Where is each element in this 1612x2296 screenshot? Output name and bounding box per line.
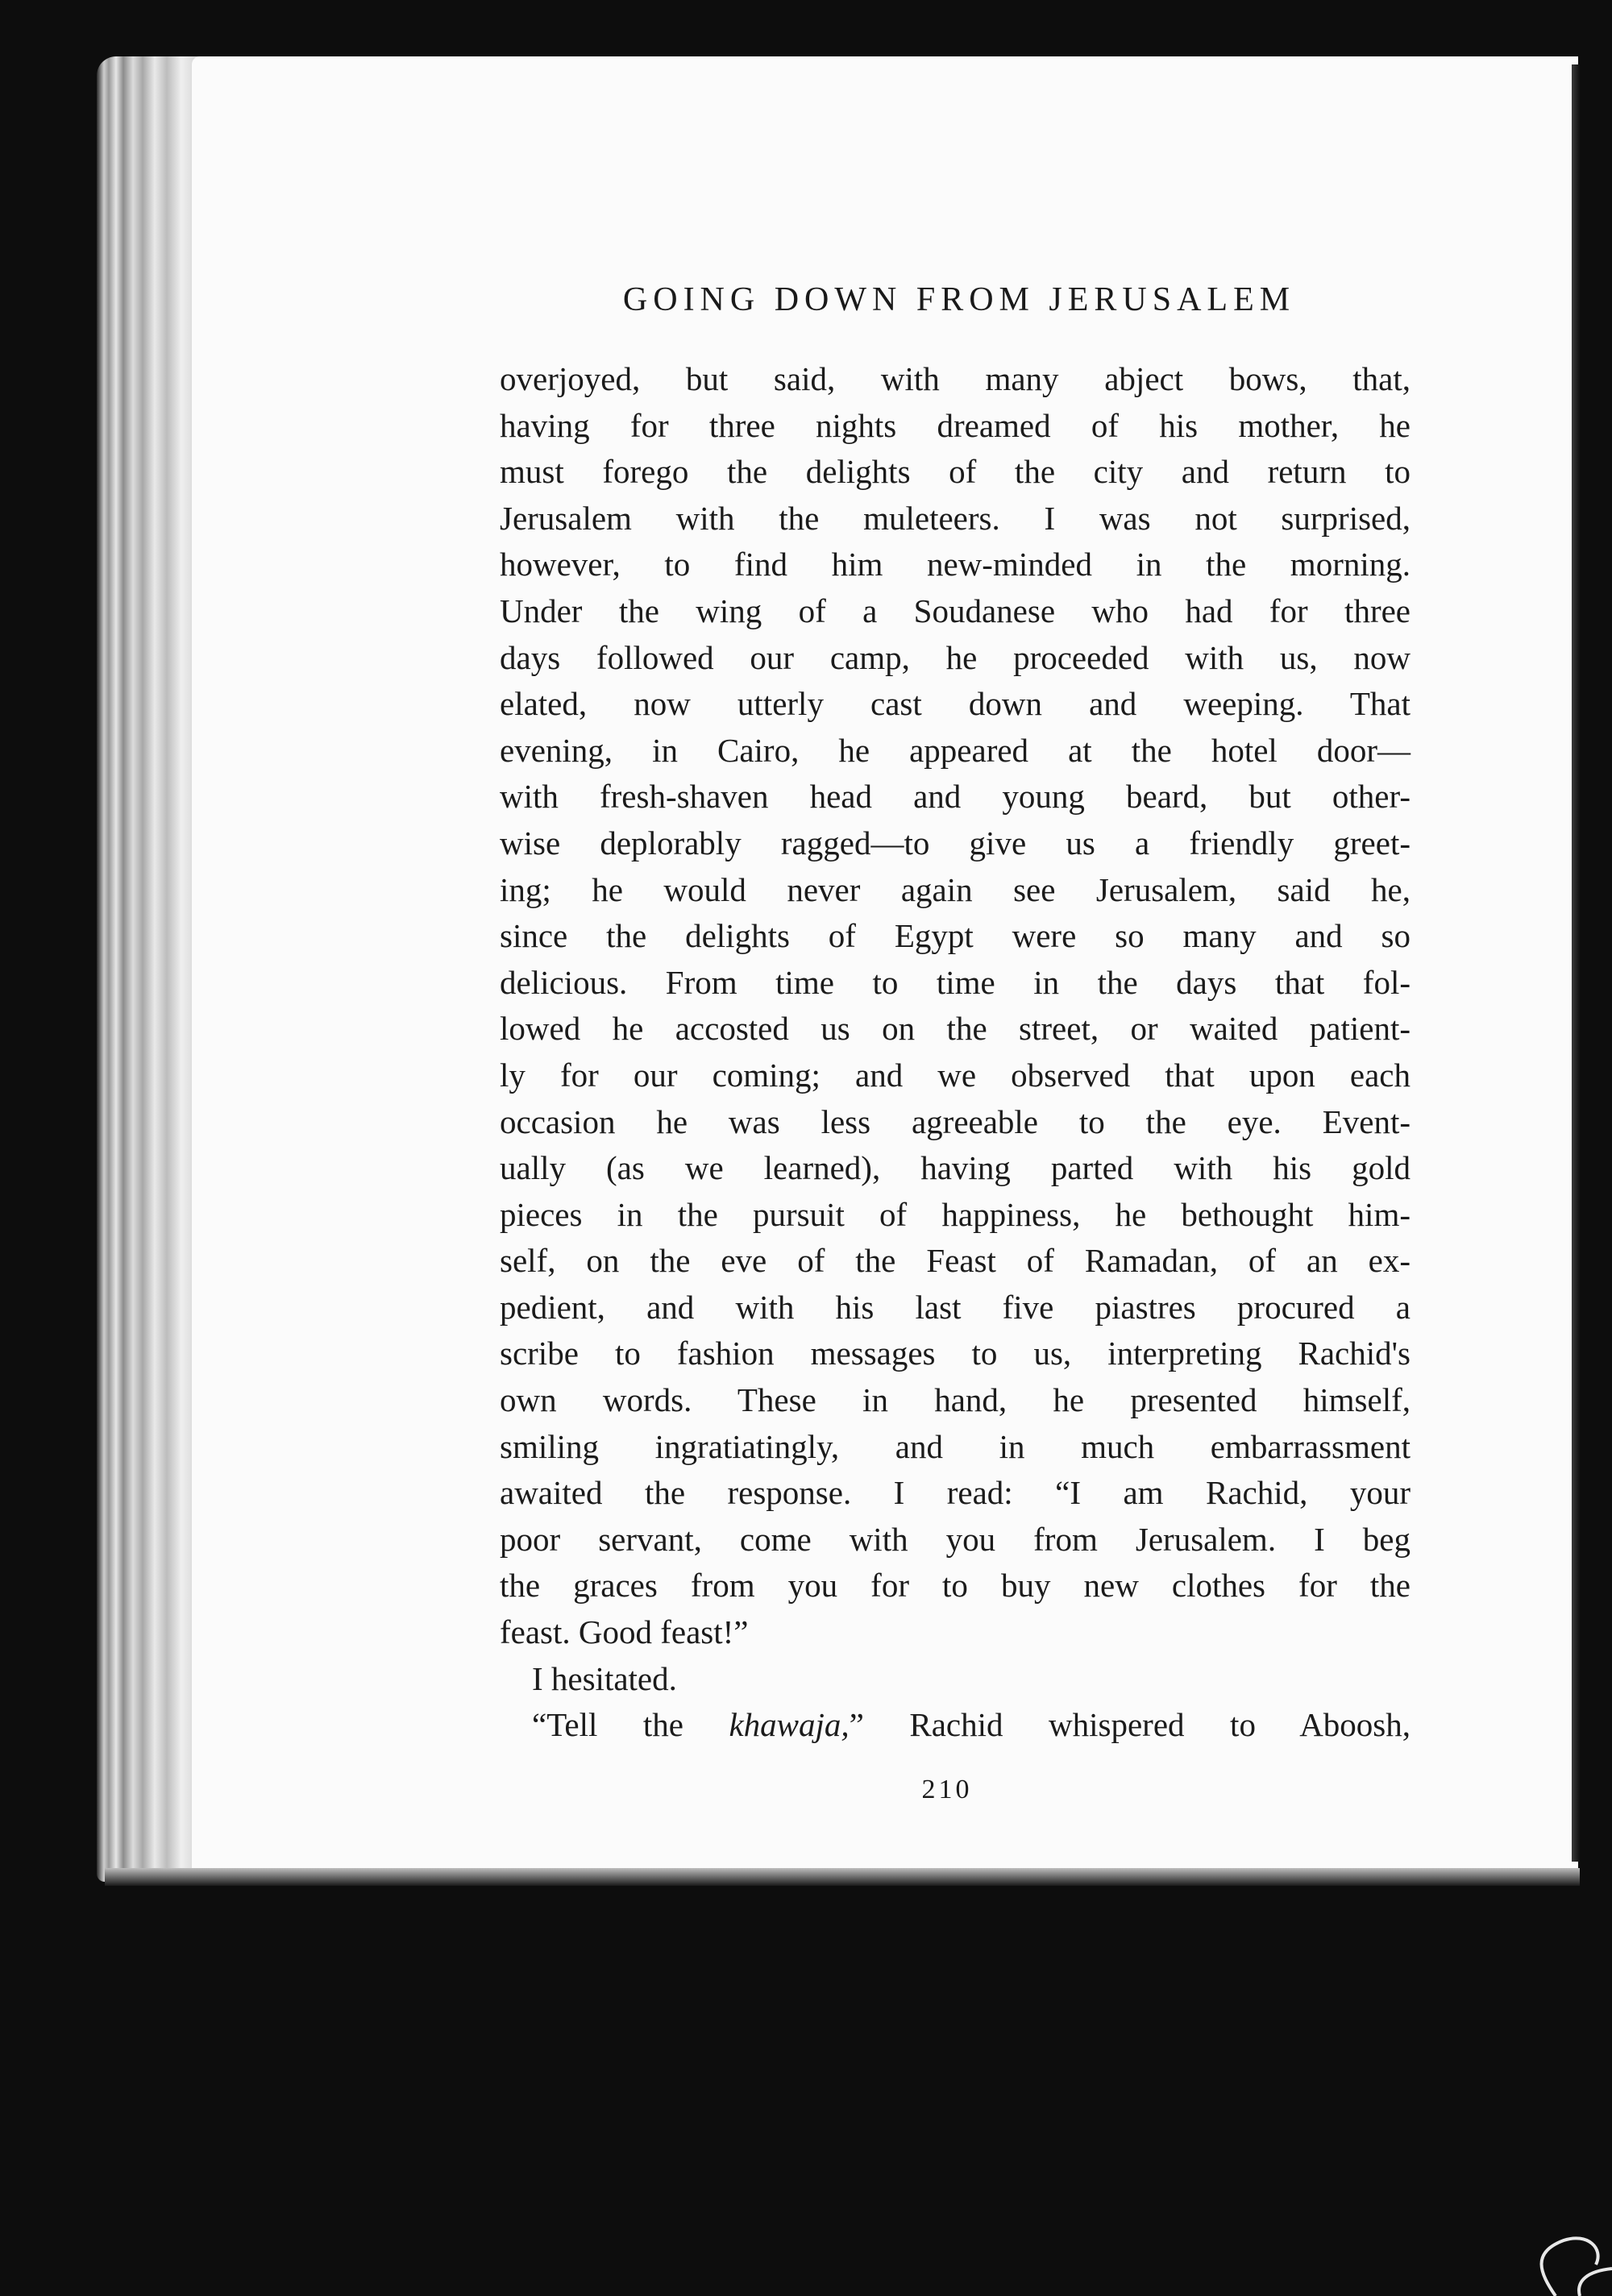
- text-line: having for three nights dreamed of his mother, he: [500, 406, 1410, 444]
- quote-open: “Tell the: [532, 1706, 729, 1744]
- page-number: 210: [921, 1775, 973, 1804]
- text-line: evening, in Cairo, he appeared at the hotel door—: [500, 731, 1410, 769]
- text-line: [500, 1702, 1410, 1749]
- text-line: pieces in the pursuit of happiness, he bethought him-: [500, 1195, 1410, 1233]
- text-line: ing; he would never again see Jerusalem, said he,: [500, 870, 1410, 908]
- page-bottom-edge: [105, 1868, 1580, 1886]
- text-line: however, to find him new-minded in the morning.: [500, 546, 1410, 583]
- text-line: ually (as we learned), having parted with his gold: [500, 1149, 1410, 1187]
- text-line: days followed our camp, he proceeded with us, now: [500, 638, 1410, 676]
- text-line: the graces from you for to buy new clothes for the: [500, 1567, 1410, 1605]
- text-line: since the delights of Egypt were so many and so: [500, 917, 1410, 955]
- text-line: elated, now utterly cast down and weeping. That: [500, 685, 1410, 723]
- text-line: awaited the response. I read: “I am Rachid, your: [500, 1474, 1410, 1512]
- italic-word: khawaja,: [729, 1706, 850, 1744]
- text-line: ly for our coming; and we observed that upon each: [500, 1056, 1410, 1094]
- text-line: Jerusalem with the muleteers. I was not surprised,: [500, 499, 1410, 537]
- gutter-edge: [1572, 64, 1580, 1862]
- text-line: scribe to fashion messages to us, interpreting Rachid's: [500, 1335, 1410, 1372]
- text-line: I hesitated.: [532, 1659, 677, 1697]
- text-line: must forego the delights of the city and return to: [500, 453, 1410, 491]
- text-line: poor servant, come with you from Jerusalem. I beg: [500, 1520, 1410, 1558]
- text-line: wise deplorably ragged—to give us a friendly greet-: [500, 824, 1410, 862]
- text-line: own words. These in hand, he presented himself,: [500, 1381, 1410, 1419]
- running-head: GOING DOWN FROM JERUSALEM: [622, 281, 1296, 318]
- text-line: pedient, and with his last five piastres procured a: [500, 1288, 1410, 1326]
- text-line: self, on the eve of the Feast of Ramadan, of an ex-: [500, 1242, 1410, 1280]
- text-line: delicious. From time to time in the days that fol-: [500, 963, 1410, 1001]
- text-line: overjoyed, but said, with many abject bows, that,: [500, 360, 1410, 397]
- text-line: feast. Good feast!”: [500, 1613, 749, 1651]
- text-line: Under the wing of a Soudanese who had for three: [500, 592, 1410, 629]
- body-text: [500, 356, 1410, 1749]
- quote-rest: ” Rachid whispered to Aboosh,: [849, 1706, 1411, 1744]
- text-line: smiling ingratiatingly, and in much embarrassment: [500, 1427, 1410, 1465]
- paper-curl-mark: [1507, 2176, 1612, 2296]
- text-line: occasion he was less agreeable to the eye. Event-: [500, 1102, 1410, 1140]
- text-line: lowed he accosted us on the street, or waited patient-: [500, 1010, 1410, 1048]
- text-line: with fresh-shaven head and young beard, but other-: [500, 778, 1410, 816]
